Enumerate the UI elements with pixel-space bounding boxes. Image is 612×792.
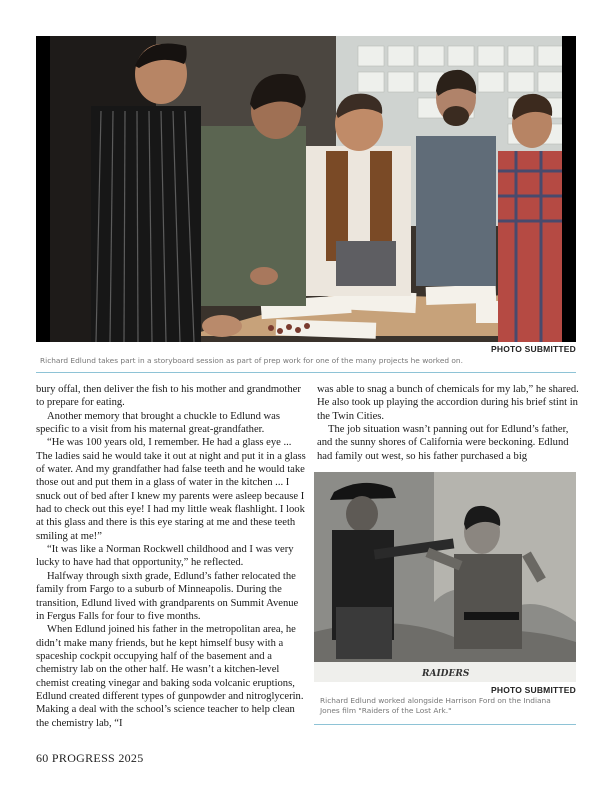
- paragraph: “It was like a Norman Rockwell childhood and I was very lucky to have had that opportunity,” he reflected.: [36, 544, 294, 569]
- paragraph: bury offal, then deliver the fish to his mother and grandmother to prepare for eating.: [36, 384, 301, 409]
- svg-text:RAIDERS: RAIDERS: [422, 669, 470, 679]
- paragraph: When Edlund joined his father in the metropolitan area, he didn’t make many friends, but he kept himself busy with a spaceship cockpit occupying half of the basement and a chemistry lab on the other half. He wasn’t a kitchen-level chemist creating vinegar and baking soda volcanic eruptions, Edlund created different types of gunpowder and nitroglycerin. Making a deal with the school’s science teacher to help clean the chemistry lab, “I: [36, 624, 304, 729]
- publication-name: PROGRESS 2025: [51, 751, 144, 765]
- paragraph: The job situation wasn’t panning out for Edlund’s father, and the sunny shores of California were beckoning. Edlund had family out west, so his father purchased a big: [317, 424, 569, 462]
- caption-line: Jones film "Raiders of the Lost Ark.": [320, 706, 452, 715]
- bottom-photo-caption: [320, 696, 580, 716]
- top-photo-credit: PHOTO SUBMITTED: [490, 344, 576, 354]
- paragraph: “He was 100 years old, I remember. He had a glass eye ... The ladies said he would take it out at night and put it in a glass of water. And my grandfather had false teeth and he would take those out and put them in a glass of water in the kitchen ... I snuck out of bed after I knew my parents were asleep because I had to check out this eye! I had my little weak flashlight. I look at this glass and there is this eye staring at me and these teeth smiling at me!”: [36, 437, 306, 542]
- right-text-column: [317, 383, 579, 463]
- page-footer: [36, 751, 144, 766]
- paragraph: Another memory that brought a chuckle to Edlund was specific to a visit from his maternal great-grandfather.: [36, 410, 281, 436]
- top-photo-divider: [36, 372, 576, 373]
- bottom-photo-divider: [314, 724, 576, 725]
- left-text-column: [36, 383, 306, 730]
- caption-line: Richard Edlund worked alongside Harrison Ford on the Indiana: [320, 696, 551, 705]
- page-number: 60: [36, 751, 49, 765]
- paragraph: was able to snag a bunch of chemicals for my lab,” he shared. He also took up playing the accordion during his brief stint in the Twin Cities.: [317, 384, 579, 422]
- top-photo-caption: Richard Edlund takes part in a storyboard session as part of prep work for one of the many projects he worked on.: [40, 356, 463, 365]
- bottom-photo-credit: PHOTO SUBMITTED: [490, 685, 576, 695]
- paragraph: Halfway through sixth grade, Edlund’s father relocated the family from Fargo to a suburb of Minneapolis. During the transition, Edlund lived with grandparents on Summit Avenue in Fergus Falls for four to five months.: [36, 570, 299, 622]
- raiders-of-the-lost-ark-photo: [314, 472, 576, 682]
- storyboard-session-photo: [36, 36, 576, 342]
